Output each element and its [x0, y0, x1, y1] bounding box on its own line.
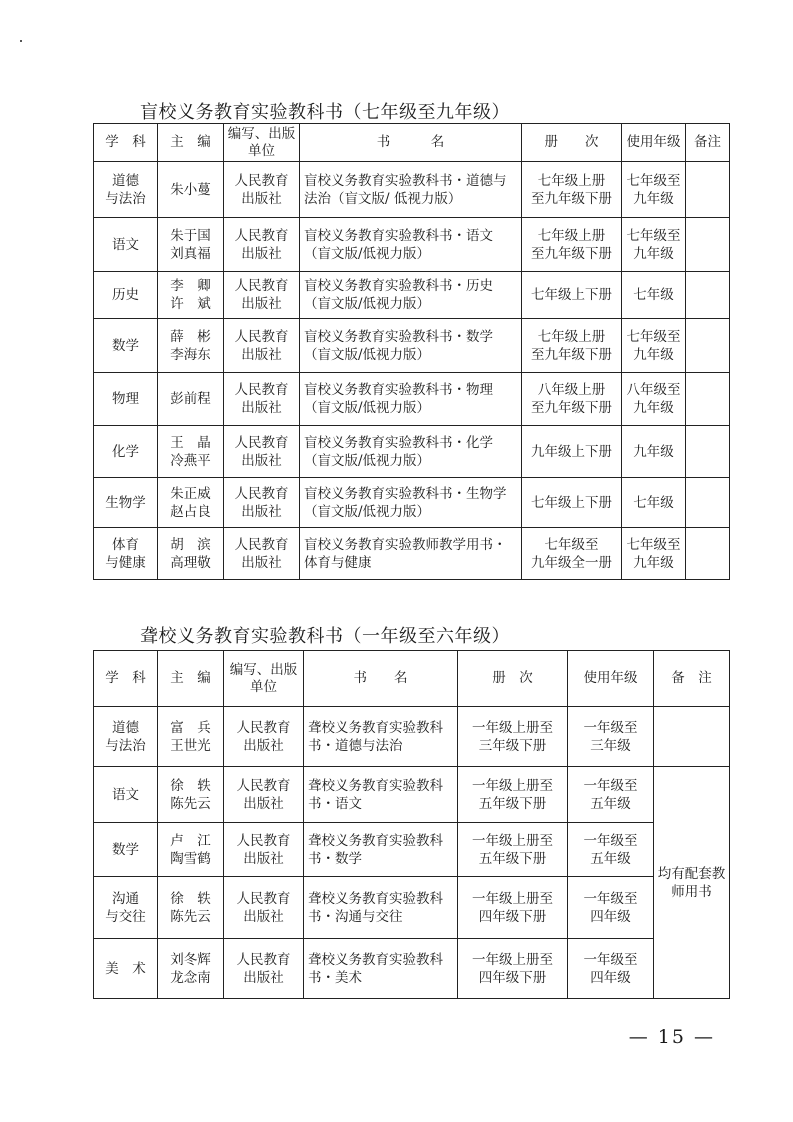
editor-cell: 胡 滨 高理敬 [158, 528, 224, 580]
subject-cell: 语文 [94, 218, 158, 272]
subject-cell: 沟通 与交往 [94, 877, 158, 939]
shared-note-cell: 均有配套教 师用书 [654, 767, 730, 999]
volume-cell: 七年级上册 至九年级下册 [522, 319, 622, 373]
grade-cell: 一年级至 三年级 [568, 707, 654, 767]
subject-cell: 道德 与法治 [94, 707, 158, 767]
header-publisher: 编写、出版 单位 [224, 651, 304, 707]
table-row [94, 528, 730, 580]
publisher-cell: 人民教育 出版社 [224, 373, 300, 426]
header-volume: 册 次 [458, 651, 568, 707]
table-row [94, 162, 730, 218]
grade-cell: 七年级至 九年级 [622, 528, 686, 580]
header-editor: 主 编 [158, 651, 224, 707]
book-title-cell: 盲校义务教育实验教科书・物理（盲文版/低视力版） [300, 373, 522, 426]
publisher-cell: 人民教育 出版社 [224, 767, 304, 823]
header-grade: 使用年级 [622, 124, 686, 162]
header-row [94, 651, 730, 707]
table-row [94, 272, 730, 319]
publisher-cell: 人民教育 出版社 [224, 426, 300, 478]
grade-cell: 一年级至 四年级 [568, 877, 654, 939]
publisher-cell: 人民教育 出版社 [224, 528, 300, 580]
deaf-school-textbook-table [93, 650, 730, 999]
grade-cell: 九年级 [622, 426, 686, 478]
subject-cell: 体育 与健康 [94, 528, 158, 580]
volume-cell: 八年级上册 至九年级下册 [522, 373, 622, 426]
publisher-cell: 人民教育 出版社 [224, 319, 300, 373]
book-title-cell: 盲校义务教育实验教科书・化学（盲文版/低视力版） [300, 426, 522, 478]
book-title-cell: 盲校义务教育实验教科书・道德与法治（盲文版/ 低视力版） [300, 162, 522, 218]
book-title-cell: 聋校义务教育实验教科书・沟通与交往 [304, 877, 458, 939]
note-cell [654, 707, 730, 767]
grade-cell: 七年级 [622, 478, 686, 528]
note-cell [686, 528, 730, 580]
volume-cell: 七年级至 九年级全一册 [522, 528, 622, 580]
subject-cell: 化学 [94, 426, 158, 478]
subject-cell: 道德 与法治 [94, 162, 158, 218]
header-subject: 学 科 [94, 651, 158, 707]
editor-cell: 刘冬辉 龙念南 [158, 939, 224, 999]
book-title-cell: 聋校义务教育实验教科书・道德与法治 [304, 707, 458, 767]
grade-cell: 七年级 [622, 272, 686, 319]
table-row [94, 218, 730, 272]
scan-dot [20, 40, 22, 42]
table-row [94, 939, 730, 999]
note-cell [686, 218, 730, 272]
publisher-cell: 人民教育 出版社 [224, 877, 304, 939]
volume-cell: 七年级上册 至九年级下册 [522, 218, 622, 272]
table-row [94, 373, 730, 426]
table-row [94, 478, 730, 528]
publisher-cell: 人民教育 出版社 [224, 478, 300, 528]
table1-title: 盲校义务教育实验教科书（七年级至九年级） [140, 102, 510, 123]
header-note: 备注 [686, 124, 730, 162]
table-row [94, 877, 730, 939]
book-title-cell: 盲校义务教育实验教科书・历史（盲文版/低视力版） [300, 272, 522, 319]
page-number: — 15 — [628, 1026, 715, 1048]
volume-cell: 一年级上册至 五年级下册 [458, 767, 568, 823]
subject-cell: 历史 [94, 272, 158, 319]
book-title-cell: 盲校义务教育实验教科书・语文（盲文版/低视力版） [300, 218, 522, 272]
editor-cell: 徐 轶 陈先云 [158, 877, 224, 939]
header-book: 书 名 [304, 651, 458, 707]
note-cell [686, 373, 730, 426]
subject-cell: 数学 [94, 319, 158, 373]
volume-cell: 九年级上下册 [522, 426, 622, 478]
table-row [94, 707, 730, 767]
volume-cell: 一年级上册至 五年级下册 [458, 823, 568, 877]
book-title-cell: 盲校义务教育实验教师教学用书・体育与健康 [300, 528, 522, 580]
note-cell [686, 426, 730, 478]
book-title-cell: 聋校义务教育实验教科书・语文 [304, 767, 458, 823]
subject-cell: 语文 [94, 767, 158, 823]
header-row [94, 124, 730, 162]
volume-cell: 七年级上下册 [522, 478, 622, 528]
publisher-cell: 人民教育 出版社 [224, 218, 300, 272]
editor-cell: 朱正威 赵占良 [158, 478, 224, 528]
subject-cell: 物理 [94, 373, 158, 426]
volume-cell: 七年级上下册 [522, 272, 622, 319]
header-editor: 主 编 [158, 124, 224, 162]
note-cell [686, 319, 730, 373]
publisher-cell: 人民教育 出版社 [224, 707, 304, 767]
publisher-cell: 人民教育 出版社 [224, 162, 300, 218]
note-cell [686, 272, 730, 319]
header-subject: 学 科 [94, 124, 158, 162]
book-title-cell: 聋校义务教育实验教科书・美术 [304, 939, 458, 999]
header-grade: 使用年级 [568, 651, 654, 707]
subject-cell: 数学 [94, 823, 158, 877]
editor-cell: 王 晶 冷燕平 [158, 426, 224, 478]
subject-cell: 生物学 [94, 478, 158, 528]
editor-cell: 朱小蔓 [158, 162, 224, 218]
book-title-cell: 盲校义务教育实验教科书・生物学（盲文版/低视力版） [300, 478, 522, 528]
table-row [94, 767, 730, 823]
publisher-cell: 人民教育 出版社 [224, 939, 304, 999]
table-row [94, 823, 730, 877]
note-cell [686, 478, 730, 528]
volume-cell: 一年级上册至 四年级下册 [458, 877, 568, 939]
header-note: 备 注 [654, 651, 730, 707]
grade-cell: 八年级至 九年级 [622, 373, 686, 426]
grade-cell: 一年级至 四年级 [568, 939, 654, 999]
editor-cell: 徐 轶 陈先云 [158, 767, 224, 823]
editor-cell: 朱于国 刘真福 [158, 218, 224, 272]
editor-cell: 彭前程 [158, 373, 224, 426]
header-book: 书 名 [300, 124, 522, 162]
header-volume: 册 次 [522, 124, 622, 162]
grade-cell: 一年级至 五年级 [568, 823, 654, 877]
volume-cell: 七年级上册 至九年级下册 [522, 162, 622, 218]
publisher-cell: 人民教育 出版社 [224, 272, 300, 319]
editor-cell: 卢 江 陶雪鹤 [158, 823, 224, 877]
book-title-cell: 盲校义务教育实验教科书・数学（盲文版/低视力版） [300, 319, 522, 373]
grade-cell: 七年级至 九年级 [622, 319, 686, 373]
table-row [94, 319, 730, 373]
volume-cell: 一年级上册至 四年级下册 [458, 939, 568, 999]
grade-cell: 一年级至 五年级 [568, 767, 654, 823]
editor-cell: 李 卿 许 斌 [158, 272, 224, 319]
note-cell [686, 162, 730, 218]
volume-cell: 一年级上册至 三年级下册 [458, 707, 568, 767]
subject-cell: 美 术 [94, 939, 158, 999]
header-publisher: 编写、出版 单位 [224, 124, 300, 162]
editor-cell: 富 兵 王世光 [158, 707, 224, 767]
blind-school-textbook-table [93, 123, 730, 580]
publisher-cell: 人民教育 出版社 [224, 823, 304, 877]
table2-title: 聋校义务教育实验教科书（一年级至六年级） [140, 626, 510, 647]
book-title-cell: 聋校义务教育实验教科书・数学 [304, 823, 458, 877]
table-row [94, 426, 730, 478]
grade-cell: 七年级至 九年级 [622, 218, 686, 272]
editor-cell: 薛 彬 李海东 [158, 319, 224, 373]
grade-cell: 七年级至 九年级 [622, 162, 686, 218]
